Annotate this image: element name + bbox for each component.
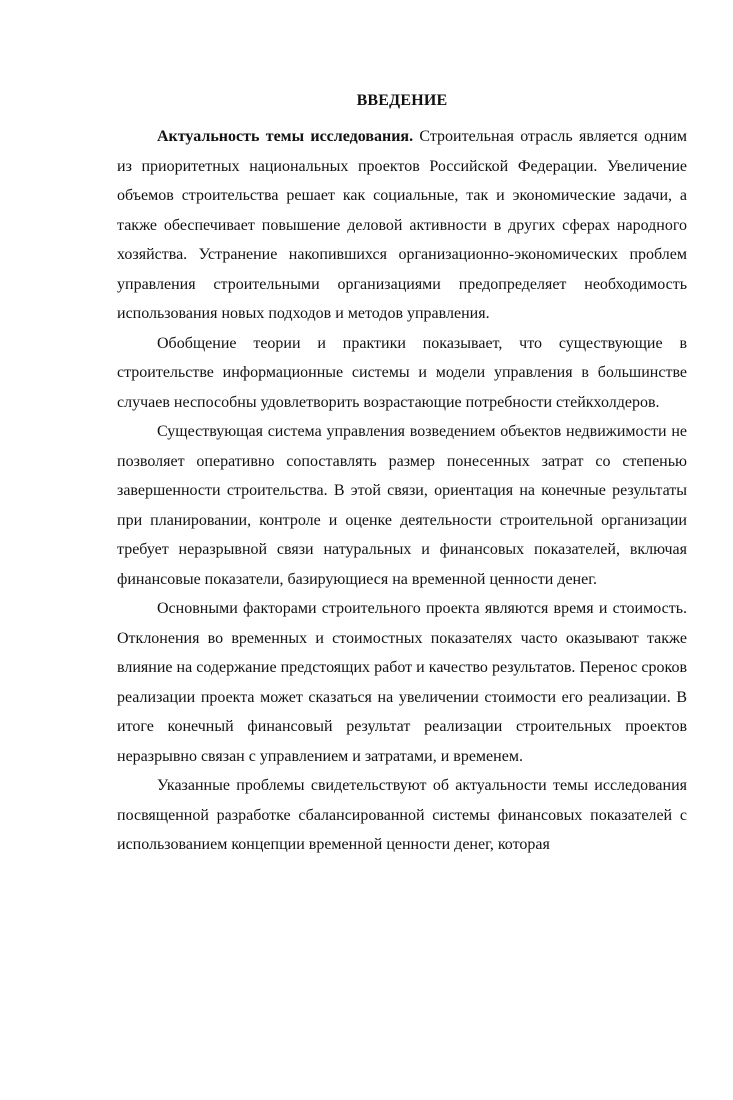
paragraph-problems: Указанные проблемы свидетельствуют об актуальности темы исследования посвященной разработке сбалансированной системы финансовых показателей с использованием концепции временной ценности денег, которая	[117, 777, 687, 853]
paragraph-lead-heading: Актуальность темы исследования.	[157, 128, 414, 145]
page-title: ВВЕДЕНИЕ	[356, 92, 448, 109]
paragraph-relevance	[117, 122, 687, 329]
paragraph-management-system: Существующая система управления возведением объектов недвижимости не позволяет оперативно сопоставлять размер понесенных затрат со степенью завершенности строительства. В этой связи, ориентация на конечные результаты при планировании, контроле и оценке деятельности строительной организации требует неразрывной связи натуральных и финансовых показателей, включая финансовые показатели, базирующиеся на временной ценности денег.	[117, 423, 687, 588]
paragraph-project-factors: Основными факторами строительного проекта являются время и стоимость. Отклонения во временных и стоимостных показателях часто оказывают также влияние на содержание предстоящих работ и качество результатов. Перенос сроков реализации проекта может сказаться на увеличении стоимости его реализации. В итоге конечный финансовый результат реализации строительных проектов неразрывно связан с управлением и затратами, и временем.	[117, 600, 687, 765]
paragraph-theory-practice: Обобщение теории и практики показывает, что существующие в строительстве информационные системы и модели управления в большинстве случаев неспособны удовлетворить возрастающие потребности стейкхолдеров.	[117, 334, 687, 411]
paragraph-text: Строительная отрасль является одним из приоритетных национальных проектов Российской Федерации. Увеличение объемов строительства решает как социальные, так и экономические задачи, а также обеспечивает повышение деловой активности в других сферах народного хозяйства. Устранение накопившихся организационно-экономических проблем управления строительными организациями предопределяет необходимость использования новых подходов и методов управления.	[117, 128, 688, 322]
document-page	[117, 88, 687, 860]
